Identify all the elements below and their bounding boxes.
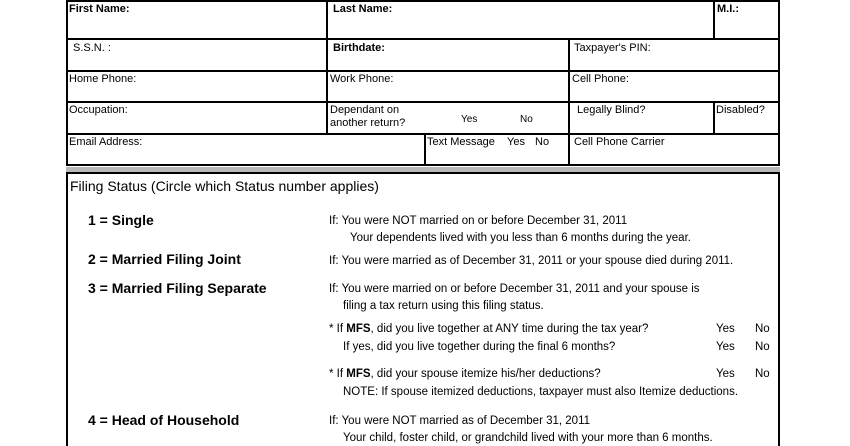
text-message-no-option[interactable]: No bbox=[535, 136, 550, 148]
mfs-q3-yes-option[interactable]: Yes bbox=[716, 368, 735, 380]
cell-phone-label: Cell Phone: bbox=[572, 73, 629, 85]
mfs-q1-rest: , did you live together at ANY time during the tax year? bbox=[370, 323, 649, 335]
occupation-label: Occupation: bbox=[69, 104, 128, 116]
grid-line bbox=[424, 133, 426, 166]
status-married-separate-desc-2: filing a tax return using this filing status. bbox=[343, 300, 544, 312]
cell-carrier-label: Cell Phone Carrier bbox=[574, 136, 665, 148]
grid-line bbox=[326, 101, 328, 134]
dependant-label-line1: Dependant on bbox=[330, 104, 400, 116]
taxpayer-pin-label: Taxpayer's PIN: bbox=[574, 42, 651, 54]
section-divider-line bbox=[66, 172, 780, 174]
text-message-label: Text Message bbox=[427, 136, 495, 148]
home-phone-label: Home Phone: bbox=[69, 73, 137, 85]
ssn-label: S.S.N. : bbox=[73, 42, 111, 54]
status-head-of-household-desc-1: If: You were NOT married as of December 31, 2011 bbox=[329, 415, 591, 427]
status-married-separate[interactable]: 3 = Married Filing Separate bbox=[88, 280, 267, 296]
status-single-desc-1: If: You were NOT married on or before December 31, 2011 bbox=[329, 215, 628, 227]
filing-status-heading: Filing Status (Circle which Status number applies) bbox=[70, 178, 379, 194]
disabled-label: Disabled? bbox=[716, 104, 765, 116]
mfs-q1-prefix: * If bbox=[329, 323, 347, 335]
dependant-label-line2: another return? bbox=[330, 117, 406, 129]
mfs-q3-rest: , did your spouse itemize his/her deductions? bbox=[370, 368, 601, 380]
mfs-itemize-question bbox=[329, 367, 601, 381]
mfs-q2-no-option[interactable]: No bbox=[755, 341, 770, 353]
mfs-q1-no-option[interactable]: No bbox=[755, 323, 770, 335]
mfs-q2-yes-option[interactable]: Yes bbox=[716, 341, 735, 353]
grid-line bbox=[778, 0, 780, 166]
grid-line bbox=[778, 172, 780, 446]
first-name-label: First Name: bbox=[69, 3, 130, 15]
dependant-no-option[interactable]: No bbox=[520, 114, 533, 125]
status-single-desc-2: Your dependents lived with you less than 6 months during the year. bbox=[350, 232, 691, 244]
birthdate-label: Birthdate: bbox=[333, 42, 385, 54]
status-head-of-household[interactable]: 4 = Head of Household bbox=[88, 412, 240, 428]
status-head-of-household-desc-2: Your child, foster child, or grandchild lived with your more than 6 months. bbox=[343, 432, 713, 444]
work-phone-label: Work Phone: bbox=[330, 73, 394, 85]
email-label: Email Address: bbox=[69, 136, 143, 148]
mfs-q3-bold: MFS bbox=[346, 368, 371, 380]
grid-line bbox=[66, 172, 68, 446]
mfs-live-together-question bbox=[329, 322, 648, 336]
status-married-joint[interactable]: 2 = Married Filing Joint bbox=[88, 251, 241, 267]
mfs-final-months-question: If yes, did you live together during the final 6 months? bbox=[343, 341, 616, 353]
mfs-q3-prefix: * If bbox=[329, 368, 347, 380]
middle-initial-label: M.I.: bbox=[717, 3, 739, 15]
status-married-separate-desc-1: If: You were married on or before December 31, 2011 and your spouse is bbox=[329, 283, 700, 295]
text-message-yes-option[interactable]: Yes bbox=[507, 136, 525, 148]
mfs-q1-yes-option[interactable]: Yes bbox=[716, 323, 735, 335]
last-name-label: Last Name: bbox=[333, 3, 393, 15]
mfs-q3-no-option[interactable]: No bbox=[755, 368, 770, 380]
mfs-q1-bold: MFS bbox=[346, 323, 371, 335]
dependant-yes-option[interactable]: Yes bbox=[461, 114, 478, 125]
grid-line bbox=[66, 164, 780, 166]
status-single[interactable]: 1 = Single bbox=[88, 212, 154, 228]
mfs-itemize-note: NOTE: If spouse itemized deductions, taxpayer must also Itemize deductions. bbox=[343, 386, 739, 398]
status-married-joint-desc: If: You were married as of December 31, 2011 or your spouse died during 2011. bbox=[329, 255, 734, 267]
legally-blind-label: Legally Blind? bbox=[577, 104, 646, 116]
